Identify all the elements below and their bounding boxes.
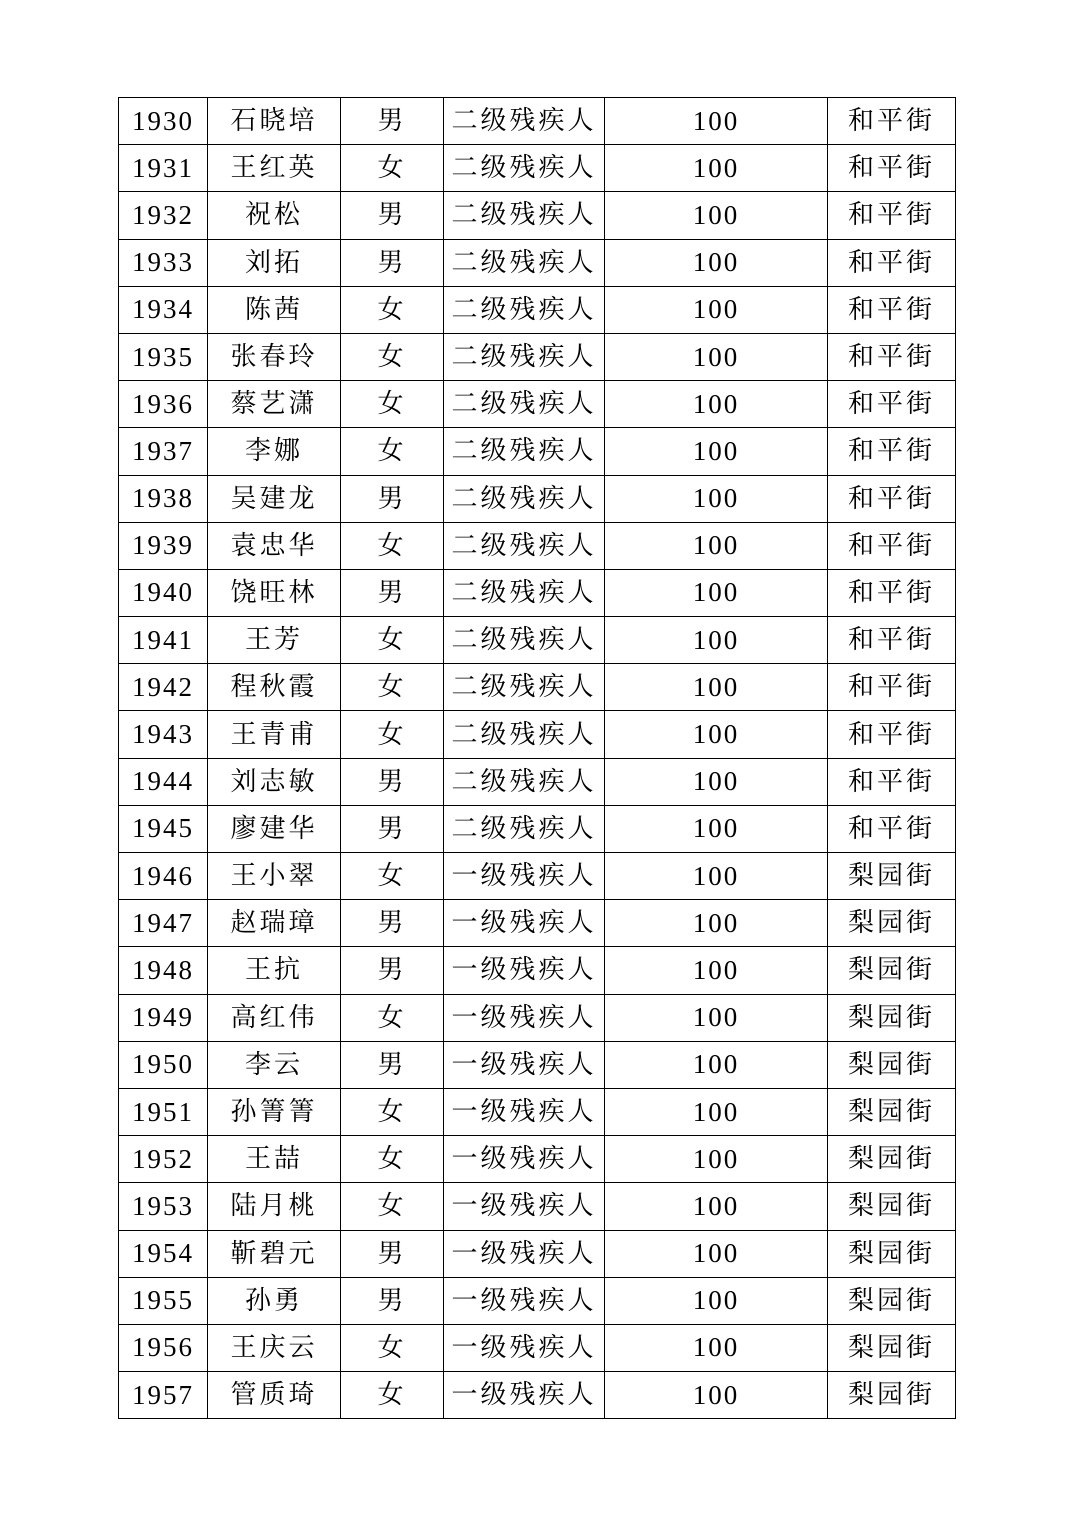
name-cell: 王抗 bbox=[208, 947, 341, 994]
amount-cell: 100 bbox=[605, 1372, 828, 1419]
street-cell: 梨园街 bbox=[828, 1041, 956, 1088]
disability-level-cell: 二级残疾人 bbox=[444, 98, 605, 145]
table-row bbox=[119, 853, 956, 900]
amount-cell: 100 bbox=[605, 853, 828, 900]
name-cell: 王芳 bbox=[208, 617, 341, 664]
table-row bbox=[119, 617, 956, 664]
street-cell: 和平街 bbox=[828, 711, 956, 758]
name-cell: 刘志敏 bbox=[208, 758, 341, 805]
name-cell: 陆月桃 bbox=[208, 1183, 341, 1230]
serial-number-cell: 1937 bbox=[119, 428, 208, 475]
serial-number-cell: 1936 bbox=[119, 381, 208, 428]
table-row bbox=[119, 333, 956, 380]
table-row bbox=[119, 1277, 956, 1324]
serial-number-cell: 1930 bbox=[119, 98, 208, 145]
gender-cell: 男 bbox=[341, 475, 444, 522]
street-cell: 和平街 bbox=[828, 145, 956, 192]
disability-level-cell: 二级残疾人 bbox=[444, 475, 605, 522]
disability-level-cell: 一级残疾人 bbox=[444, 1230, 605, 1277]
amount-cell: 100 bbox=[605, 1324, 828, 1371]
table-row bbox=[119, 1041, 956, 1088]
disability-level-cell: 二级残疾人 bbox=[444, 145, 605, 192]
amount-cell: 100 bbox=[605, 381, 828, 428]
gender-cell: 女 bbox=[341, 428, 444, 475]
serial-number-cell: 1931 bbox=[119, 145, 208, 192]
serial-number-cell: 1952 bbox=[119, 1136, 208, 1183]
amount-cell: 100 bbox=[605, 758, 828, 805]
street-cell: 梨园街 bbox=[828, 1230, 956, 1277]
serial-number-cell: 1938 bbox=[119, 475, 208, 522]
street-cell: 和平街 bbox=[828, 428, 956, 475]
records-table bbox=[118, 97, 956, 1419]
amount-cell: 100 bbox=[605, 994, 828, 1041]
amount-cell: 100 bbox=[605, 805, 828, 852]
disability-level-cell: 二级残疾人 bbox=[444, 239, 605, 286]
disability-level-cell: 二级残疾人 bbox=[444, 664, 605, 711]
gender-cell: 女 bbox=[341, 853, 444, 900]
table-row bbox=[119, 145, 956, 192]
serial-number-cell: 1957 bbox=[119, 1372, 208, 1419]
name-cell: 廖建华 bbox=[208, 805, 341, 852]
street-cell: 和平街 bbox=[828, 617, 956, 664]
street-cell: 和平街 bbox=[828, 475, 956, 522]
name-cell: 王红英 bbox=[208, 145, 341, 192]
disability-level-cell: 一级残疾人 bbox=[444, 1136, 605, 1183]
serial-number-cell: 1953 bbox=[119, 1183, 208, 1230]
amount-cell: 100 bbox=[605, 947, 828, 994]
disability-level-cell: 二级残疾人 bbox=[444, 333, 605, 380]
name-cell: 张春玲 bbox=[208, 333, 341, 380]
street-cell: 和平街 bbox=[828, 239, 956, 286]
disability-level-cell: 一级残疾人 bbox=[444, 1041, 605, 1088]
amount-cell: 100 bbox=[605, 617, 828, 664]
street-cell: 梨园街 bbox=[828, 1372, 956, 1419]
disability-level-cell: 二级残疾人 bbox=[444, 381, 605, 428]
amount-cell: 100 bbox=[605, 145, 828, 192]
serial-number-cell: 1940 bbox=[119, 569, 208, 616]
gender-cell: 女 bbox=[341, 286, 444, 333]
name-cell: 祝松 bbox=[208, 192, 341, 239]
serial-number-cell: 1935 bbox=[119, 333, 208, 380]
gender-cell: 女 bbox=[341, 1324, 444, 1371]
name-cell: 李娜 bbox=[208, 428, 341, 475]
table-row bbox=[119, 1136, 956, 1183]
name-cell: 石晓培 bbox=[208, 98, 341, 145]
disability-level-cell: 二级残疾人 bbox=[444, 522, 605, 569]
gender-cell: 男 bbox=[341, 239, 444, 286]
street-cell: 和平街 bbox=[828, 381, 956, 428]
serial-number-cell: 1956 bbox=[119, 1324, 208, 1371]
table-row bbox=[119, 994, 956, 1041]
table-row bbox=[119, 900, 956, 947]
disability-level-cell: 一级残疾人 bbox=[444, 1324, 605, 1371]
name-cell: 高红伟 bbox=[208, 994, 341, 1041]
street-cell: 和平街 bbox=[828, 805, 956, 852]
serial-number-cell: 1946 bbox=[119, 853, 208, 900]
serial-number-cell: 1939 bbox=[119, 522, 208, 569]
amount-cell: 100 bbox=[605, 239, 828, 286]
table-row bbox=[119, 98, 956, 145]
disability-level-cell: 一级残疾人 bbox=[444, 994, 605, 1041]
disability-level-cell: 二级残疾人 bbox=[444, 428, 605, 475]
gender-cell: 女 bbox=[341, 1088, 444, 1135]
disability-level-cell: 二级残疾人 bbox=[444, 805, 605, 852]
table-row bbox=[119, 1372, 956, 1419]
table-row bbox=[119, 805, 956, 852]
name-cell: 王青甫 bbox=[208, 711, 341, 758]
gender-cell: 男 bbox=[341, 805, 444, 852]
gender-cell: 男 bbox=[341, 1277, 444, 1324]
disability-level-cell: 二级残疾人 bbox=[444, 192, 605, 239]
serial-number-cell: 1950 bbox=[119, 1041, 208, 1088]
serial-number-cell: 1934 bbox=[119, 286, 208, 333]
table-row bbox=[119, 239, 956, 286]
amount-cell: 100 bbox=[605, 192, 828, 239]
serial-number-cell: 1945 bbox=[119, 805, 208, 852]
street-cell: 和平街 bbox=[828, 286, 956, 333]
amount-cell: 100 bbox=[605, 1136, 828, 1183]
name-cell: 程秋霞 bbox=[208, 664, 341, 711]
name-cell: 蔡艺潇 bbox=[208, 381, 341, 428]
gender-cell: 男 bbox=[341, 1230, 444, 1277]
serial-number-cell: 1933 bbox=[119, 239, 208, 286]
gender-cell: 女 bbox=[341, 145, 444, 192]
table-row bbox=[119, 286, 956, 333]
amount-cell: 100 bbox=[605, 900, 828, 947]
table-row bbox=[119, 1324, 956, 1371]
gender-cell: 女 bbox=[341, 711, 444, 758]
gender-cell: 男 bbox=[341, 1041, 444, 1088]
amount-cell: 100 bbox=[605, 569, 828, 616]
street-cell: 和平街 bbox=[828, 192, 956, 239]
street-cell: 梨园街 bbox=[828, 1277, 956, 1324]
serial-number-cell: 1941 bbox=[119, 617, 208, 664]
street-cell: 和平街 bbox=[828, 664, 956, 711]
gender-cell: 男 bbox=[341, 947, 444, 994]
street-cell: 梨园街 bbox=[828, 1136, 956, 1183]
gender-cell: 女 bbox=[341, 381, 444, 428]
disability-level-cell: 一级残疾人 bbox=[444, 947, 605, 994]
disability-level-cell: 一级残疾人 bbox=[444, 853, 605, 900]
street-cell: 和平街 bbox=[828, 98, 956, 145]
name-cell: 靳碧元 bbox=[208, 1230, 341, 1277]
amount-cell: 100 bbox=[605, 522, 828, 569]
street-cell: 和平街 bbox=[828, 522, 956, 569]
gender-cell: 女 bbox=[341, 1136, 444, 1183]
street-cell: 梨园街 bbox=[828, 900, 956, 947]
disability-level-cell: 二级残疾人 bbox=[444, 569, 605, 616]
disability-level-cell: 二级残疾人 bbox=[444, 758, 605, 805]
serial-number-cell: 1948 bbox=[119, 947, 208, 994]
serial-number-cell: 1955 bbox=[119, 1277, 208, 1324]
serial-number-cell: 1947 bbox=[119, 900, 208, 947]
amount-cell: 100 bbox=[605, 98, 828, 145]
name-cell: 吴建龙 bbox=[208, 475, 341, 522]
name-cell: 孙箐箐 bbox=[208, 1088, 341, 1135]
serial-number-cell: 1954 bbox=[119, 1230, 208, 1277]
serial-number-cell: 1951 bbox=[119, 1088, 208, 1135]
gender-cell: 男 bbox=[341, 98, 444, 145]
amount-cell: 100 bbox=[605, 1230, 828, 1277]
disability-level-cell: 二级残疾人 bbox=[444, 617, 605, 664]
disability-level-cell: 一级残疾人 bbox=[444, 1277, 605, 1324]
gender-cell: 女 bbox=[341, 1183, 444, 1230]
serial-number-cell: 1949 bbox=[119, 994, 208, 1041]
table-row bbox=[119, 758, 956, 805]
table-row bbox=[119, 664, 956, 711]
amount-cell: 100 bbox=[605, 1041, 828, 1088]
table-row bbox=[119, 522, 956, 569]
name-cell: 陈茜 bbox=[208, 286, 341, 333]
table-row bbox=[119, 1230, 956, 1277]
disability-level-cell: 一级残疾人 bbox=[444, 1088, 605, 1135]
serial-number-cell: 1943 bbox=[119, 711, 208, 758]
table-row bbox=[119, 1183, 956, 1230]
gender-cell: 女 bbox=[341, 333, 444, 380]
street-cell: 和平街 bbox=[828, 758, 956, 805]
amount-cell: 100 bbox=[605, 711, 828, 758]
amount-cell: 100 bbox=[605, 475, 828, 522]
gender-cell: 女 bbox=[341, 522, 444, 569]
name-cell: 李云 bbox=[208, 1041, 341, 1088]
name-cell: 管质琦 bbox=[208, 1372, 341, 1419]
table-row bbox=[119, 1088, 956, 1135]
amount-cell: 100 bbox=[605, 428, 828, 475]
street-cell: 梨园街 bbox=[828, 1088, 956, 1135]
table-row bbox=[119, 569, 956, 616]
disability-level-cell: 一级残疾人 bbox=[444, 1183, 605, 1230]
street-cell: 梨园街 bbox=[828, 1183, 956, 1230]
name-cell: 袁忠华 bbox=[208, 522, 341, 569]
gender-cell: 女 bbox=[341, 1372, 444, 1419]
name-cell: 王小翠 bbox=[208, 853, 341, 900]
serial-number-cell: 1932 bbox=[119, 192, 208, 239]
street-cell: 梨园街 bbox=[828, 1324, 956, 1371]
table-row bbox=[119, 947, 956, 994]
amount-cell: 100 bbox=[605, 1183, 828, 1230]
amount-cell: 100 bbox=[605, 664, 828, 711]
disability-level-cell: 一级残疾人 bbox=[444, 900, 605, 947]
gender-cell: 女 bbox=[341, 617, 444, 664]
name-cell: 王喆 bbox=[208, 1136, 341, 1183]
street-cell: 和平街 bbox=[828, 333, 956, 380]
table-row bbox=[119, 475, 956, 522]
name-cell: 饶旺林 bbox=[208, 569, 341, 616]
name-cell: 王庆云 bbox=[208, 1324, 341, 1371]
street-cell: 梨园街 bbox=[828, 853, 956, 900]
amount-cell: 100 bbox=[605, 333, 828, 380]
gender-cell: 女 bbox=[341, 994, 444, 1041]
name-cell: 孙勇 bbox=[208, 1277, 341, 1324]
street-cell: 梨园街 bbox=[828, 947, 956, 994]
table-row bbox=[119, 381, 956, 428]
name-cell: 赵瑞璋 bbox=[208, 900, 341, 947]
disability-level-cell: 二级残疾人 bbox=[444, 286, 605, 333]
street-cell: 梨园街 bbox=[828, 994, 956, 1041]
disability-level-cell: 一级残疾人 bbox=[444, 1372, 605, 1419]
gender-cell: 男 bbox=[341, 758, 444, 805]
table-row bbox=[119, 428, 956, 475]
street-cell: 和平街 bbox=[828, 569, 956, 616]
name-cell: 刘拓 bbox=[208, 239, 341, 286]
gender-cell: 男 bbox=[341, 900, 444, 947]
gender-cell: 男 bbox=[341, 192, 444, 239]
table-row bbox=[119, 711, 956, 758]
disability-level-cell: 二级残疾人 bbox=[444, 711, 605, 758]
amount-cell: 100 bbox=[605, 1277, 828, 1324]
records-table-body bbox=[119, 98, 956, 1419]
serial-number-cell: 1942 bbox=[119, 664, 208, 711]
gender-cell: 男 bbox=[341, 569, 444, 616]
amount-cell: 100 bbox=[605, 286, 828, 333]
table-row bbox=[119, 192, 956, 239]
gender-cell: 女 bbox=[341, 664, 444, 711]
serial-number-cell: 1944 bbox=[119, 758, 208, 805]
amount-cell: 100 bbox=[605, 1088, 828, 1135]
